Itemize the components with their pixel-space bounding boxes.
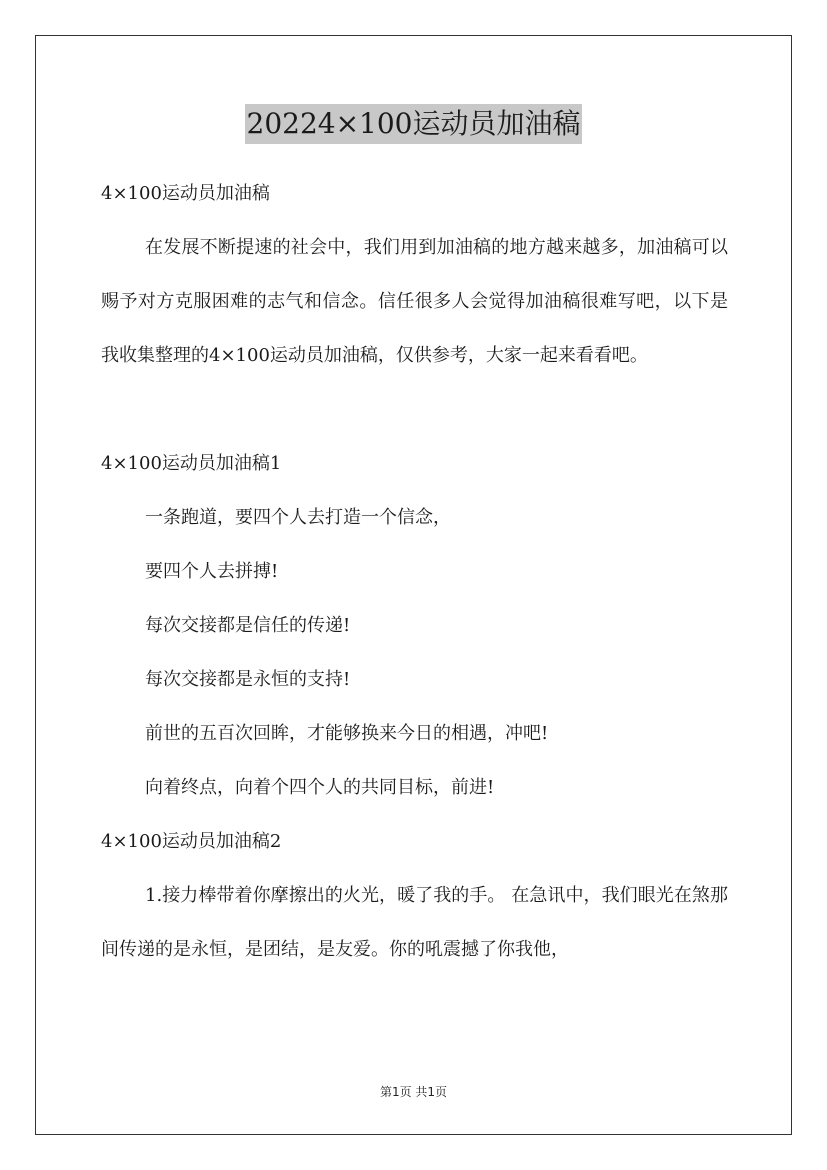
- cheer-line: 前世的五百次回眸，才能够换来今日的相遇，冲吧!: [145, 723, 549, 744]
- page-footer: [0, 1083, 827, 1100]
- cheer-line: 向着终点，向着个四个人的共同目标，前进!: [145, 777, 495, 798]
- intro-paragraph: 在发展不断提速的社会中，我们用到加油稿的地方越来越多，加油稿可以赐予对方克服困难的志气和信念。信任很多人会觉得加油稿很难写吧，以下是我收集整理的4×100运动员加油稿，仅供参考，大家一起来看看吧。: [101, 237, 728, 366]
- section-heading: 4×100运动员加油稿2: [101, 831, 282, 852]
- cheer-line: 每次交接都是永恒的支持!: [145, 669, 351, 690]
- cheer-line: 要四个人去拼搏!: [145, 561, 279, 582]
- cheer-line: 每次交接都是信任的传递!: [145, 615, 351, 636]
- spacer: [101, 383, 728, 437]
- cheer-line: 一条跑道，要四个人去打造一个信念，: [145, 507, 451, 528]
- document-title: [0, 103, 827, 144]
- section-heading: 4×100运动员加油稿: [101, 183, 270, 204]
- cheer-paragraph: 1.接力棒带着你摩擦出的火光，暖了我的手。 在急讯中，我们眼光在煞那间传递的是永恒，是团结，是友爱。你的吼震撼了你我他，: [101, 885, 728, 960]
- page-number: 第1页 共1页: [379, 1085, 448, 1099]
- section-heading: 4×100运动员加油稿1: [101, 453, 282, 474]
- document-body: [101, 167, 728, 977]
- document-title-text: 20224×100运动员加油稿: [245, 104, 583, 144]
